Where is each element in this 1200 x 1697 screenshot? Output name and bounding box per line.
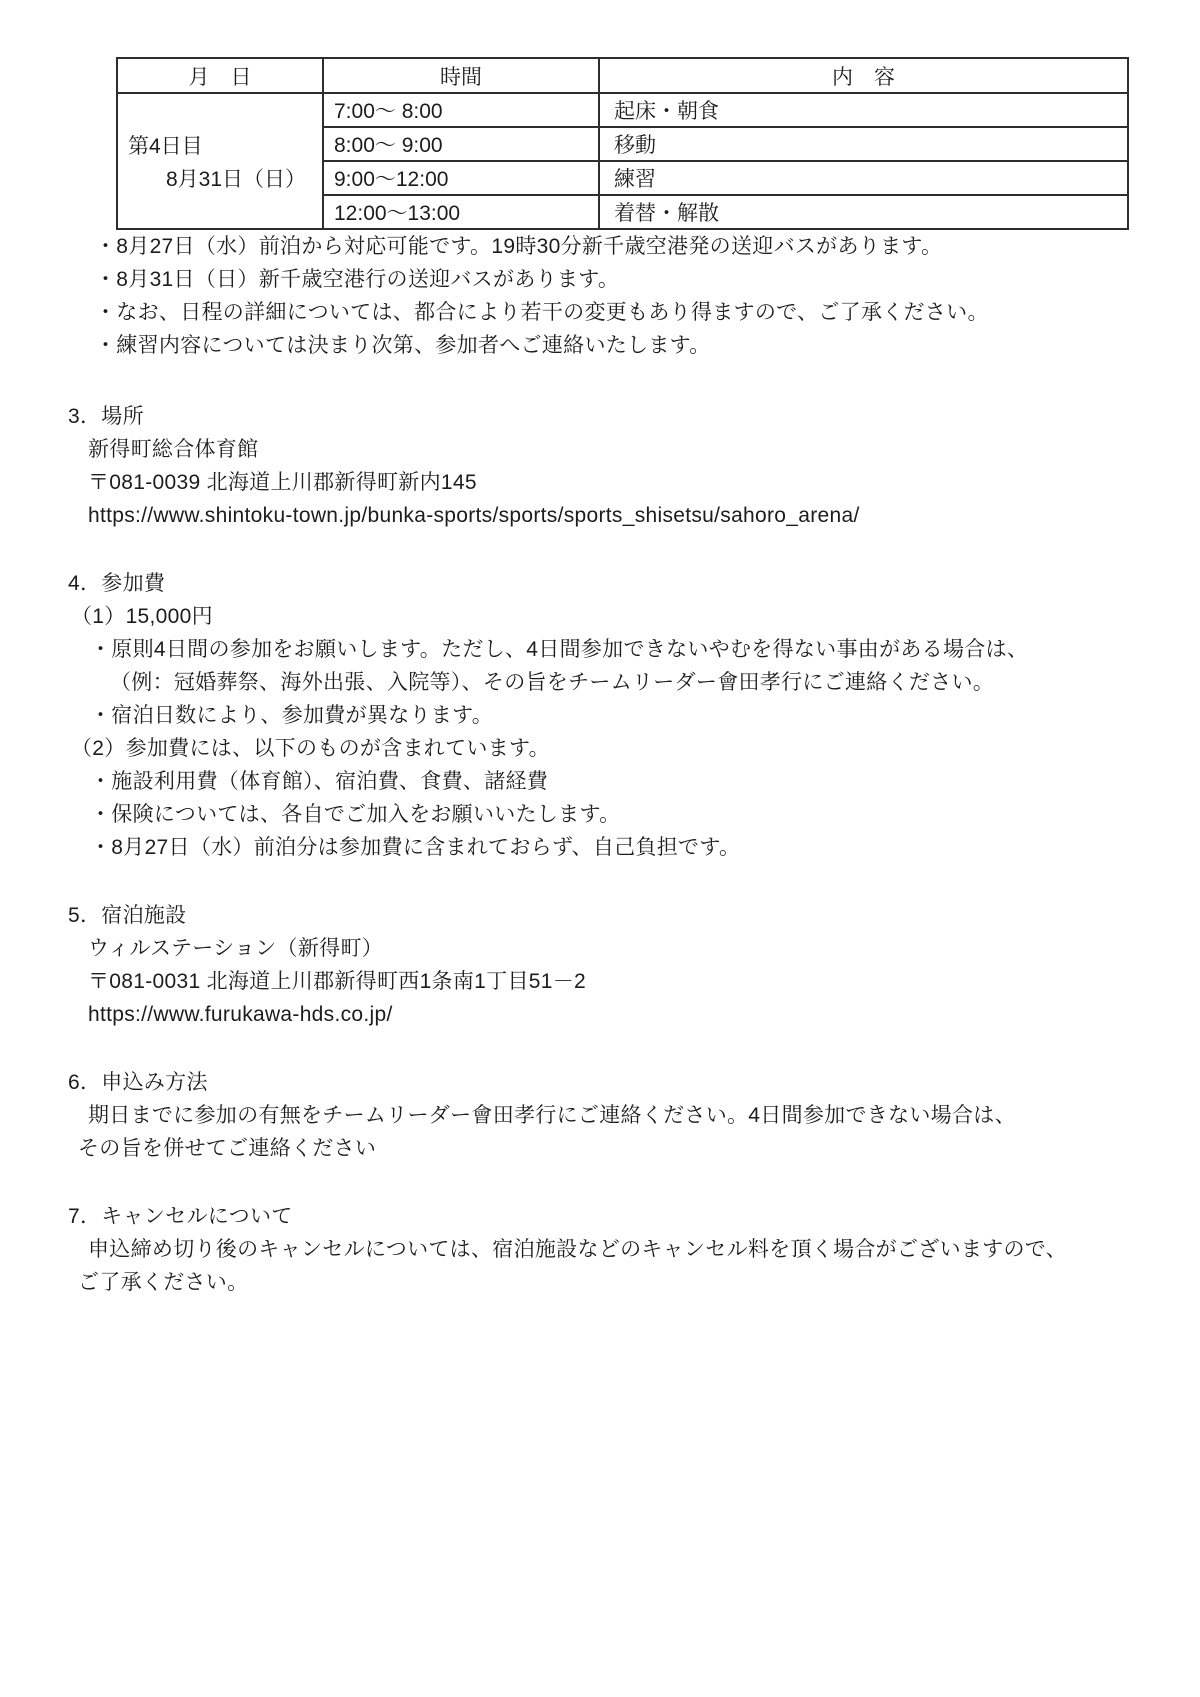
section-fee: [0, 567, 1200, 864]
time-cell: 12:00～13:00: [323, 195, 599, 229]
fee-amount: （1）15,000円: [71, 605, 213, 628]
fee-includes-heading: （2）参加費には、以下のものが含まれています。: [71, 737, 550, 760]
venue-url: https://www.shintoku-town.jp/bunka-sports/sports/sports_shisetsu/sahoro_arena/: [88, 504, 860, 527]
col-header-date: 月 日: [117, 58, 323, 93]
note-line: ・なお、日程の詳細については、都合により若干の変更もあり得ますので、ご了承ください。: [95, 301, 989, 324]
section-cancellation: [0, 1200, 1200, 1299]
fee-note-example: （例：冠婚葬祭、海外出張、入院等）、その旨をチームリーダー會田孝行にご連絡ください。: [110, 671, 995, 694]
application-text: 期日までに参加の有無をチームリーダー會田孝行にご連絡ください。4日間参加できない場合は、: [88, 1104, 1016, 1127]
section-title: 7．キャンセルについて: [68, 1205, 293, 1228]
fee-note: ・施設利用費（体育館）、宿泊費、食費、諸経費: [90, 770, 549, 793]
lodging-url: https://www.furukawa-hds.co.jp/: [88, 1003, 393, 1026]
date-line-1: 第4日目: [128, 135, 203, 158]
section-title: 3．場所: [68, 405, 144, 428]
lodging-name: ウィルステーション（新得町）: [88, 937, 384, 960]
schedule-table: [116, 57, 1129, 230]
time-cell: 7:00～ 8:00: [323, 93, 599, 127]
time-cell: 8:00～ 9:00: [323, 127, 599, 161]
date-cell: [117, 93, 323, 229]
content-cell: 移動: [599, 127, 1128, 161]
fee-note: ・原則4日間の参加をお願いします。ただし、4日間参加できないやむを得ない事由がある場合は、: [90, 638, 1029, 661]
fee-note: ・宿泊日数により、参加費が異なります。: [90, 704, 494, 727]
lodging-address: 〒081-0031 北海道上川郡新得町西1条南1丁目51－2: [88, 970, 586, 993]
schedule-table-container: [116, 57, 1129, 230]
fee-note: ・8月27日（水）前泊分は参加費に含まれておらず、自己負担です。: [90, 836, 741, 859]
time-cell: 9:00～12:00: [323, 161, 599, 195]
section-application: [0, 1066, 1200, 1165]
table-header-row: [117, 58, 1128, 93]
section-title: 5．宿泊施設: [68, 904, 187, 927]
section-title: 4．参加費: [68, 572, 166, 595]
venue-name: 新得町総合体育館: [88, 438, 259, 461]
application-text: その旨を併せてご連絡ください: [78, 1137, 377, 1160]
content-cell: 起床・朝食: [599, 93, 1128, 127]
content-cell: 着替・解散: [599, 195, 1128, 229]
note-line: ・8月27日（水）前泊から対応可能です。19時30分新千歳空港発の送迎バスがあります。: [95, 235, 943, 258]
note-line: ・練習内容については決まり次第、参加者へご連絡いたします。: [95, 334, 711, 357]
cancellation-text: ご了承ください。: [78, 1271, 249, 1294]
col-header-content: 内 容: [599, 58, 1128, 93]
section-title: 6．申込み方法: [68, 1071, 208, 1094]
cancellation-text: 申込締め切り後のキャンセルについては、宿泊施設などのキャンセル料を頂く場合がございますので、: [88, 1238, 1067, 1261]
table-row: [117, 93, 1128, 127]
content-cell: 練習: [599, 161, 1128, 195]
section-place: [0, 400, 1200, 532]
note-line: ・8月31日（日）新千歳空港行の送迎バスがあります。: [95, 268, 620, 291]
section-lodging: [0, 899, 1200, 1031]
col-header-time: 時間: [323, 58, 599, 93]
document-body: [0, 230, 1200, 1299]
venue-address: 〒081-0039 北海道上川郡新得町新内145: [88, 471, 477, 494]
fee-note: ・保険については、各自でご加入をお願いいたします。: [90, 803, 621, 826]
date-line-2: 8月31日（日）: [166, 168, 307, 191]
